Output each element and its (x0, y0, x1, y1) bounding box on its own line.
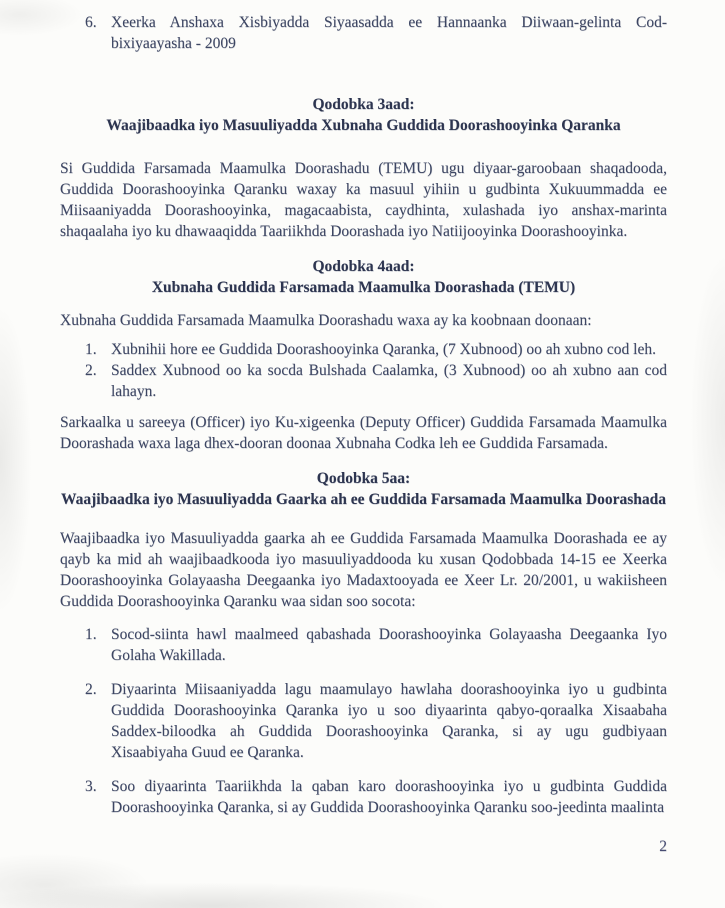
section5-heading (60, 468, 667, 510)
list-number: 6. (85, 14, 97, 31)
section4-lead: Xubnaha Guddida Farsamada Maamulka Doorashadu waxa ay ka koobnaan doonaan: (60, 312, 592, 329)
list-number: 3. (85, 778, 97, 795)
list-item-text: Diyaarinta Miisaaniyadda lagu maamulayo hawlaha doorashooyinka iyo u gudbinta Guddida Doorashooyinka Qaranka iyo u soo diyaarinta qabyo-qoraalka Xisaabaha Saddex-biloodka ah Guddida Doorashooyinka Qaranka, si ay ugu gudbiyaan Xisaabiyaha Guud ee Qaranka. (111, 681, 667, 761)
page-number: 2 (659, 838, 667, 855)
list-number: 2. (85, 681, 97, 698)
section4-list (60, 339, 667, 402)
list-item (85, 624, 667, 666)
list-number: 2. (85, 362, 97, 379)
section4-title: Qodobka 4aad: (312, 258, 415, 275)
list-item-6 (85, 12, 667, 54)
list-item (85, 776, 667, 818)
section5-list (60, 624, 667, 818)
section3-paragraph: Si Guddida Farsamada Maamulka Doorashadu (TEMU) ugu diyaar-garoobaan shaqadooda, Guddida Doorashooyinka Qaranku waxay ka masuul yihiin u gudbinta Xukuummadda ee Miisaaniyadda Doorashooyinka, magacaabista, caydhinta, xulashada iyo anshax-marinta shaqaalaha iyo ku dhawaaqidda Taariikhda Doorashada iyo Natiijooyinka Doorashooyinka. (60, 160, 667, 240)
list-item (85, 339, 667, 360)
list-number: 1. (85, 626, 97, 643)
list-item-text: Soo diyaarinta Taariikhda la qaban karo doorashooyinka iyo u gudbinta Guddida Doorashooyinka Qaranka, si ay Guddida Doorashooyinka Qaranku soo-jeedinta maalinta (111, 778, 667, 816)
section3-title: Qodobka 3aad: (312, 96, 415, 113)
section4-heading (60, 256, 667, 298)
list-item (85, 679, 667, 763)
list-item-text: Socod-siinta hawl maalmeed qabashada Doorashooyinka Golayaasha Deegaanka Iyo Golaha Wakillada. (111, 626, 667, 664)
list-item (85, 360, 667, 402)
list-item-text: Xeerka Anshaxa Xisbiyadda Siyaasadda ee Hannaanka Diiwaan-gelinta Cod-bixiyaayasha - 2009 (111, 14, 667, 52)
section5-lead: Waajibaadka iyo Masuuliyadda gaarka ah ee Guddida Farsamada Maamulka Doorashada ee ay qayb ka mid ah waajibaadkooda iyo masuuliyaddooda ku xusan Qodobbada 14-15 ee Xeerka Doorashooyinka Golayaasha Deegaanka iyo Madaxtooyada ee Xeer Lr. 20/2001, u wakiisheen Guddida Doorashooyinka Qaranku waa sidan soo socota: (60, 530, 667, 610)
section4-subtitle: Xubnaha Guddida Farsamada Maamulka Doorashada (TEMU) (151, 279, 576, 296)
list-number: 1. (85, 341, 97, 358)
section5-subtitle: Waajibaadka iyo Masuuliyadda Gaarka ah ee Guddida Farsamada Maamulka Doorashada (60, 491, 667, 508)
list-item-text: Saddex Xubnood oo ka socda Bulshada Caalamka, (3 Xubnood) oo ah xubno aan cod lahayn. (111, 362, 667, 400)
section4-closing-paragraph: Sarkaalka u sareeya (Officer) iyo Ku-xigeenka (Deputy Officer) Guddida Farsamada Maamulka Doorashada waxa laga dhex-dooran doonaa Xubnaha Codka leh ee Guddida Farsamada. (60, 414, 667, 452)
section5-title: Qodobka 5aa: (316, 470, 411, 487)
section3-heading (60, 94, 667, 136)
section3-subtitle: Waajibaadka iyo Masuuliyadda Xubnaha Guddida Doorashooyinka Qaranka (106, 117, 621, 134)
list-item-text: Xubnihii hore ee Guddida Doorashooyinka Qaranka, (7 Xubnood) oo ah xubno cod leh. (111, 341, 656, 358)
